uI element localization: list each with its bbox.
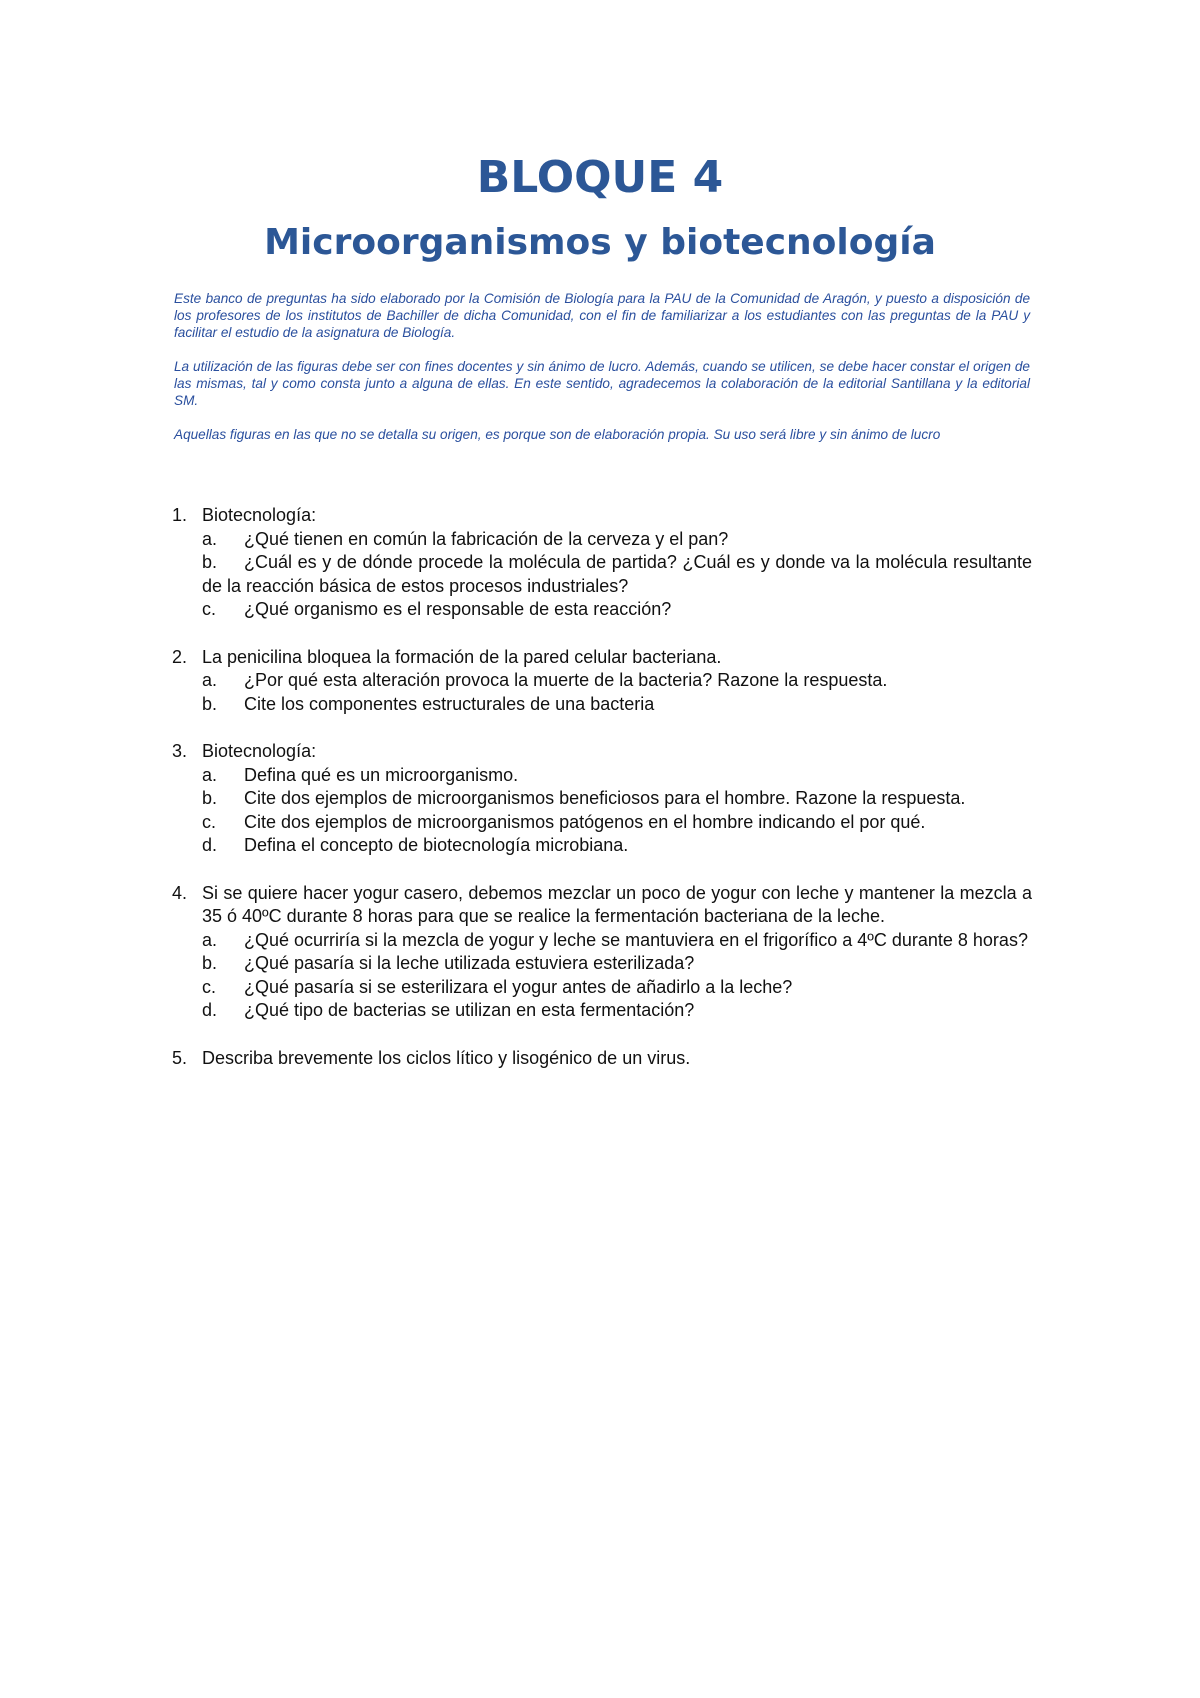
question-text: Si se quiere hacer yogur casero, debemos mezclar un poco de yogur con leche y mantener la mezcla a 35 ó 40ºC durante 8 horas para que se realice la fermentación bacteriana de la leche. [202,882,1032,926]
sub-question-letter: c. [202,811,217,832]
sub-question-letter: d. [202,835,218,855]
page-title: BLOQUE 4 [476,152,724,203]
question-list [172,504,1032,1094]
question-number: 3. [172,741,188,761]
sub-question-text: ¿Qué ocurriría si la mezcla de yogur y leche se mantuviera en el frigorífico a 4ºC durante 8 horas? [244,929,1028,950]
sub-question-letter: a. [202,764,218,785]
question-text: La penicilina bloquea la formación de la pared celular bacteriana. [202,646,722,667]
question-number: 2. [172,646,188,667]
sub-question-text: ¿Cuál es y de dónde procede la molécula de partida? ¿Cuál es y donde va la molécula resultante de la reacción básica de estos procesos industriales? [202,552,1032,596]
sub-question-1c [202,598,1032,622]
sub-question-2a [202,669,1032,693]
sub-question-text: Cite dos ejemplos de microorganismos beneficiosos para el hombre. Razone la respuesta. [244,788,966,808]
intro-paragraph-3: Aquellas figuras en las que no se detalla su origen, es porque son de elaboración propia. Su uso será libre y sin ánimo de lucro [174,427,941,442]
sub-question-4d [202,999,1032,1023]
question-text: Biotecnología: [202,741,317,761]
sub-question-letter: a. [202,929,218,950]
sub-question-letter: a. [202,528,218,549]
sub-question-3a [202,764,1032,788]
sub-question-letter: d. [202,1000,218,1020]
sub-question-letter: c. [202,599,217,619]
page-subtitle: Microorganismos y biotecnología [264,222,936,263]
sub-question-4a [202,929,1032,953]
sub-question-letter: c. [202,976,217,997]
sub-question-3c [202,811,1032,835]
sub-question-text: ¿Qué tipo de bacterias se utilizan en esta fermentación? [244,1000,695,1020]
sub-question-4c [202,976,1032,1000]
question-number: 5. [172,1047,188,1068]
question-number: 4. [172,882,188,903]
sub-question-3d [202,834,1032,858]
question-1 [172,504,1032,622]
sub-question-2b [202,693,1032,717]
sub-question-text: ¿Qué pasaría si se esterilizara el yogur antes de añadirlo a la leche? [244,976,793,997]
question-5 [172,1047,1032,1071]
sub-question-text: Defina qué es un microorganismo. [244,764,519,785]
sub-question-letter: b. [202,788,218,808]
intro-notice [174,290,1030,460]
question-2 [172,646,1032,717]
sub-question-1a [202,528,1032,552]
sub-question-text: ¿Qué tienen en común la fabricación de la cerveza y el pan? [244,528,729,549]
question-4 [172,882,1032,1023]
question-number: 1. [172,505,188,525]
sub-question-text: Defina el concepto de biotecnología microbiana. [244,835,629,855]
question-text: Describa brevemente los ciclos lítico y lisogénico de un virus. [202,1047,691,1068]
intro-paragraph-1: Este banco de preguntas ha sido elaborado por la Comisión de Biología para la PAU de la Comunidad de Aragón, y puesto a disposición de los profesores de los institutos de Bachiller de dicha Comunidad, con el fin de familiarizar a los estudiantes con las preguntas de la PAU y facilitar el estudio de la asignatura de Biología. [174,291,1030,340]
sub-question-4b [202,952,1032,976]
sub-question-letter: a. [202,670,218,690]
sub-question-letter: b. [202,693,218,714]
intro-paragraph-2: La utilización de las figuras debe ser con fines docentes y sin ánimo de lucro. Además, cuando se utilicen, se debe hacer constar el origen de las mismas, tal y como consta junto a alguna de ellas. En este sentido, agradecemos la colaboración de la editorial Santillana y la editorial SM. [174,359,1030,408]
sub-question-text: ¿Qué pasaría si la leche utilizada estuviera esterilizada? [244,953,695,973]
sub-question-3b [202,787,1032,811]
question-3 [172,740,1032,858]
sub-question-letter: b. [202,552,218,572]
sub-question-1b [202,551,1032,598]
sub-question-letter: b. [202,953,218,973]
sub-question-text: Cite dos ejemplos de microorganismos patógenos en el hombre indicando el por qué. [244,811,926,832]
sub-question-text: Cite los componentes estructurales de una bacteria [244,693,655,714]
sub-question-text: ¿Qué organismo es el responsable de esta reacción? [244,599,672,619]
sub-question-text: ¿Por qué esta alteración provoca la muerte de la bacteria? Razone la respuesta. [244,670,888,690]
question-text: Biotecnología: [202,505,317,525]
